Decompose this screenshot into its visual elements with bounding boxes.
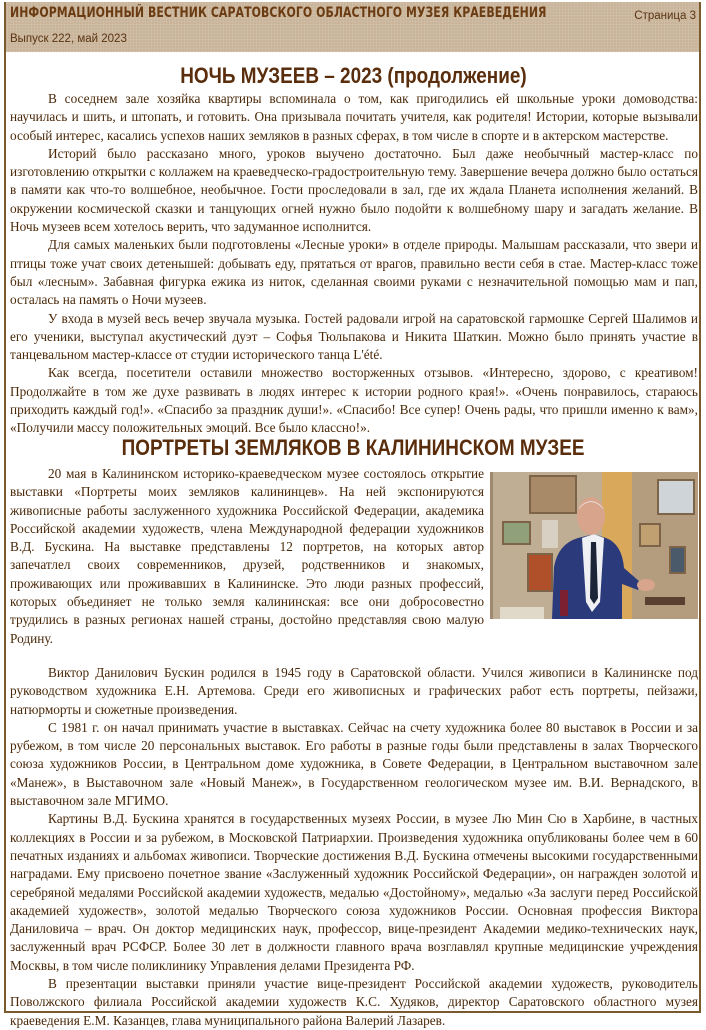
paragraph: Для самых маленьких были подготовлены «Лесные уроки» в отделе природы. Малышам рассказали, что звери и птицы тоже учат своих детенышей: добывать еду, прятаться от врагов, правильно вести себя в стае. Мастер-класс тоже был «лесным». Забавная фигурка ежика из ниток, сделанная своими руками с незначительной помощью мам и пап, осталась на память о Ночи музеев.	[10, 237, 698, 308]
paragraph: Виктор Данилович Бускин родился в 1945 году в Саратовской области. Учился живописи в Калининске под руководством художника Е.Н. Артемова. Среди его живописных и графических работ есть портреты, пейзажи, натюрморты и сюжетные произведения.	[10, 665, 698, 717]
article-title-portraits	[0, 435, 706, 461]
article-title-text: ПОРТРЕТЫ ЗЕМЛЯКОВ В КАЛИНИНСКОМ МУЗЕЕ	[121, 435, 585, 460]
paragraph: Как всегда, посетители оставили множество восторженных отзывов. «Интересно, здорово, с креативом! Продолжайте в том же духе развивать в людях интерес к истории родного края!». «Очень понравилось, стараюсь приходить каждый год!». «Спасибо за праздник души!». «Спасибо! Все супер! Очень рады, что пришли именно к вам», «Получили массу положительных эмоций. Все было классно!».	[10, 365, 698, 436]
paragraph: 20 мая в Калининском историко-краеведческом музее состоялось открытие выставки «Портреты моих земляков калининцев». На ней экспонируются живописные работы заслуженного художника Российской Федерации, академика Российской академии художеств, члена Международной федерации художников В.Д. Бускина. На выставке представлены 12 портретов, на которых автор запечатлел своих современников, друзей, родственников и знакомых, проживающих или проживавших в Калининске. Это люди разных профессий, которых объединяет не только земля калининская: все они добросовестно трудились в разных регионах нашей страны, достойно представляя свою малую Родину.	[10, 466, 484, 646]
paragraph: У входа в музей весь вечер звучала музыка. Гостей радовали игрой на саратовской гармошке Сергей Шалимов и его ученики, выступал акустический дуэт – Софья Тюльпакова и Никита Шаткин. Можно было принять участие в танцевальном мастер-классе от студии исторического танца L'été.	[10, 310, 698, 363]
paragraph: В презентации выставки приняли участие вице-президент Российской академии художеств, руководитель Поволжского филиала Российской академии художеств К.С. Худяков, директор Саратовского областного музея краеведения Е.М. Казанцев, глава муниципального района Валерий Лазарев.	[10, 976, 698, 1028]
article-portraits-body	[10, 664, 698, 1030]
article-title-night-of-museums	[0, 63, 706, 89]
paragraph: Картины В.Д. Бускина хранятся в государственных музеях России, в музее Лю Мин Сю в Харбине, в частных коллекциях в России и за рубежом, в Московской Патриархии. Произведения художника опубликованы более чем в 60 печатных изданиях и альбомах живописи. Творческие достижения В.Д. Бускина отмечены высокими государственными наградами. Ему присвоено почетное звание «Заслуженный художник Российской Федерации», он награжден золотой и серебряной медалями Российской академии художеств, медалью «Достойному», медалью «За заслуги перед Российской академией художеств», золотой медалью Творческого союза художников России. Основная профессия Виктора Даниловича – врач. Он доктор медицинских наук, профессор, вице-президент Академии медико-технических наук, заслуженный врач РСФСР. Более 30 лет в должности главного врача возглавлял крупные медицинские учреждения Москвы, в том числе поликлинику Управления делами Президента РФ.	[10, 811, 698, 973]
page-number: Страница 3	[634, 10, 696, 22]
paragraph: В соседнем зале хозяйка квартиры вспоминала о том, как пригодились ей школьные уроки домоводства: научилась и шить, и штопать, и готовить. Она призывала почитать учителя, как родителя! Истории, которые вызывали особый интерес, касались успехов наших земляков в разных сферах, в том числе в спорте и в актерском мастерстве.	[10, 91, 698, 143]
paragraph: Историй было рассказано много, уроков выучено достаточно. Был даже необычный мастер-класс по изготовлению открытки с коллажем на краеведческо-градостроительную тему. Завершение вечера должно было остаться в памяти как что-то волшебное, необычное. Гости проследовали в зал, где их ждала Планета исполнения желаний. В окружении космической сказки и танцующих огней нужно было подойти к волшебному шару и загадать желание. В Ночь музеев всем хотелось верить, что задуманное исполнится.	[10, 145, 698, 235]
article-portraits-intro	[10, 465, 484, 648]
paragraph: С 1981 г. он начал принимать участие в выставках. Сейчас на счету художника более 80 выставок в России и за рубежом, в том числе 20 персональных выставок. Его работы в разные годы были представлены в залах Творческого союза художников России, в Центральном доме художника, в Совете Федерации, в Центральном выставочном зале «Манеж», в Выставочном зале «Новый Манеж», в Государственном геологическом музее им. В.И. Вернадского, в выставочном зале МГИМО.	[10, 719, 698, 809]
issue-label: Выпуск 222, май 2023	[10, 33, 127, 45]
article-night-of-museums	[10, 90, 698, 438]
artist-photo	[490, 472, 698, 619]
masthead	[4, 2, 701, 52]
article-title-text: НОЧЬ МУЗЕЕВ – 2023 (продолжение)	[179, 63, 527, 88]
newsletter-title: ИНФОРМАЦИОННЫЙ ВЕСТНИК САРАТОВСКОГО ОБЛАСТНОГО МУЗЕЯ КРАЕВЕДЕНИЯ	[10, 5, 547, 21]
photo-artist-at-exhibition-icon	[490, 472, 698, 619]
